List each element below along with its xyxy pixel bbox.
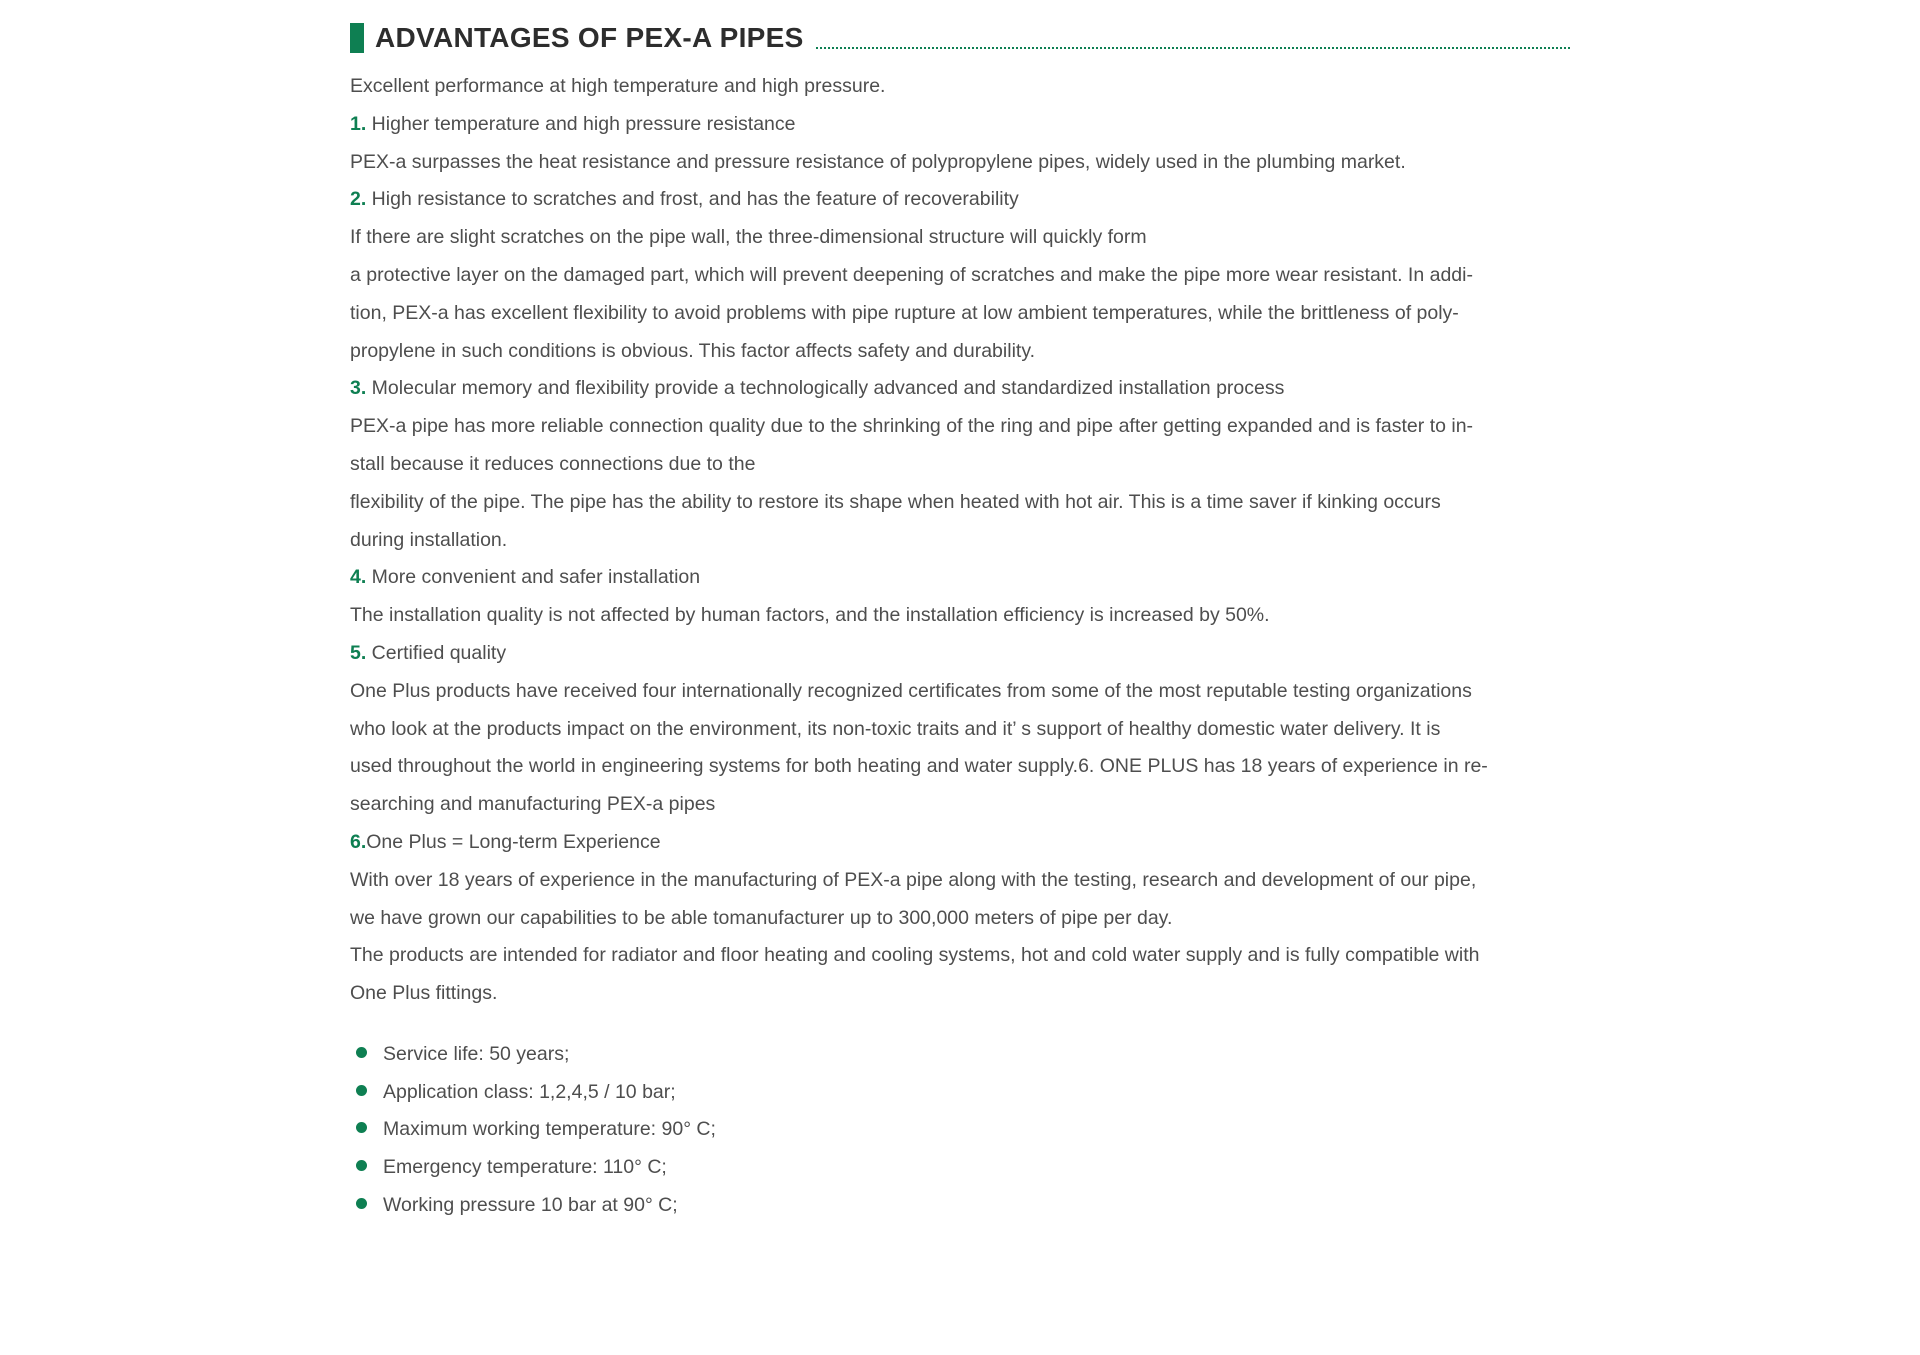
- bullet-item: [350, 1036, 1570, 1074]
- paragraph-line: [350, 559, 1570, 597]
- line-text: The products are intended for radiator and floor heating and cooling systems, hot and cold water supply and is fully compatible with: [350, 944, 1480, 967]
- line-number: 4.: [350, 566, 367, 589]
- line-text: PEX-a pipe has more reliable connection quality due to the shrinking of the ring and pipe after getting expanded and is faster to in-: [350, 415, 1474, 438]
- bullet-text: Service life: 50 years;: [383, 1042, 570, 1065]
- paragraph-line: [350, 106, 1570, 144]
- line-text: Excellent performance at high temperature and high pressure.: [350, 75, 886, 97]
- paragraph-line: [350, 522, 1570, 560]
- paragraph-line: [350, 635, 1570, 673]
- bullet-item: [350, 1074, 1570, 1112]
- line-text: Higher temperature and high pressure resistance: [366, 112, 796, 135]
- line-number: 2.: [350, 188, 367, 211]
- paragraph-line: [350, 748, 1570, 786]
- paragraph-line: [350, 711, 1570, 749]
- paragraph-line: [350, 484, 1570, 522]
- paragraph-line: [350, 786, 1570, 824]
- bullet-text: Maximum working temperature: 90° C;: [383, 1118, 716, 1141]
- paragraph-line: [350, 408, 1570, 446]
- line-number: 6.: [350, 830, 367, 853]
- paragraph-line: [350, 975, 1570, 1013]
- line-text: used throughout the world in engineering systems for both heating and water supply.6. ONE PLUS has 18 years of experience in re-: [350, 755, 1488, 778]
- line-text: stall because it reduces connections due to the: [350, 452, 756, 475]
- line-text: flexibility of the pipe. The pipe has the ability to restore its shape when heated with hot air. This is a time saver if kinking occurs: [350, 490, 1441, 513]
- line-text: One Plus products have received four internationally recognized certificates from some of the most reputable testing organizations: [350, 679, 1472, 702]
- bullet-dot-icon: [356, 1160, 367, 1171]
- paragraph-line: [350, 68, 1570, 106]
- line-text: More convenient and safer installation: [366, 566, 701, 589]
- bullet-item: [350, 1187, 1570, 1225]
- page-title: ADVANTAGES OF PEX-A PIPES: [375, 22, 804, 53]
- bullet-text: Working pressure 10 bar at 90° C;: [383, 1193, 678, 1216]
- paragraph-line: [350, 295, 1570, 333]
- line-number: 5.: [350, 641, 367, 664]
- bullet-text: Emergency temperature: 110° C;: [383, 1156, 667, 1179]
- bullet-text: Application class: 1,2,4,5 / 10 bar;: [383, 1080, 676, 1103]
- line-text: One Plus = Long-term Experience: [366, 830, 661, 853]
- line-text: a protective layer on the damaged part, which will prevent deepening of scratches and make the pipe more wear resistant. In addi-: [350, 263, 1473, 286]
- paragraph-line: [350, 219, 1570, 257]
- line-text: Certified quality: [366, 641, 507, 664]
- section-header: [350, 22, 1570, 54]
- title-dotted-rule: [816, 47, 1570, 49]
- paragraph-line: [350, 824, 1570, 862]
- paragraph-line: [350, 862, 1570, 900]
- paragraph-line: [350, 370, 1570, 408]
- paragraph-line: [350, 937, 1570, 975]
- paragraph-line: [350, 900, 1570, 938]
- paragraph-line: [350, 257, 1570, 295]
- line-number: 3.: [350, 377, 367, 400]
- line-text: propylene in such conditions is obvious. This factor affects safety and durability.: [350, 339, 1036, 362]
- bullet-dot-icon: [356, 1198, 367, 1209]
- line-text: If there are slight scratches on the pipe wall, the three-dimensional structure will quickly form: [350, 226, 1147, 249]
- line-number: 1.: [350, 112, 367, 135]
- line-text: High resistance to scratches and frost, and has the feature of recoverability: [366, 188, 1019, 211]
- paragraph-line: [350, 673, 1570, 711]
- content-column: [350, 22, 1570, 1224]
- paragraph-line: [350, 333, 1570, 371]
- line-text: The installation quality is not affected by human factors, and the installation efficiency is increased by 50%.: [350, 604, 1270, 627]
- paragraph: [350, 68, 1570, 1013]
- bullet-item: [350, 1149, 1570, 1187]
- line-text: during installation.: [350, 528, 508, 551]
- bullet-dot-icon: [356, 1047, 367, 1058]
- bullet-dot-icon: [356, 1122, 367, 1133]
- paragraph-line: [350, 181, 1570, 219]
- paragraph-line: [350, 597, 1570, 635]
- bullet-dot-icon: [356, 1085, 367, 1096]
- line-text: One Plus fittings.: [350, 982, 498, 1005]
- bullet-item: [350, 1111, 1570, 1149]
- line-text: PEX-a surpasses the heat resistance and pressure resistance of polypropylene pipes, widely used in the plumbing market.: [350, 150, 1406, 173]
- paragraph-line: [350, 144, 1570, 182]
- line-text: who look at the products impact on the environment, its non-toxic traits and it’ s support of healthy domestic water delivery. It is: [350, 717, 1441, 740]
- line-text: tion, PEX-a has excellent flexibility to avoid problems with pipe rupture at low ambient temperatures, while the brittleness of poly-: [350, 301, 1459, 324]
- line-text: searching and manufacturing PEX-a pipes: [350, 793, 716, 816]
- line-text: Molecular memory and flexibility provide a technologically advanced and standardized installation process: [366, 377, 1285, 400]
- line-text: With over 18 years of experience in the manufacturing of PEX-a pipe along with the testing, research and development of our pipe,: [350, 868, 1477, 891]
- line-text: we have grown our capabilities to be able tomanufacturer up to 300,000 meters of pipe per day.: [350, 906, 1173, 929]
- paragraph-line: [350, 446, 1570, 484]
- bullet-list: [350, 1036, 1570, 1225]
- title-accent-bar: [350, 23, 364, 53]
